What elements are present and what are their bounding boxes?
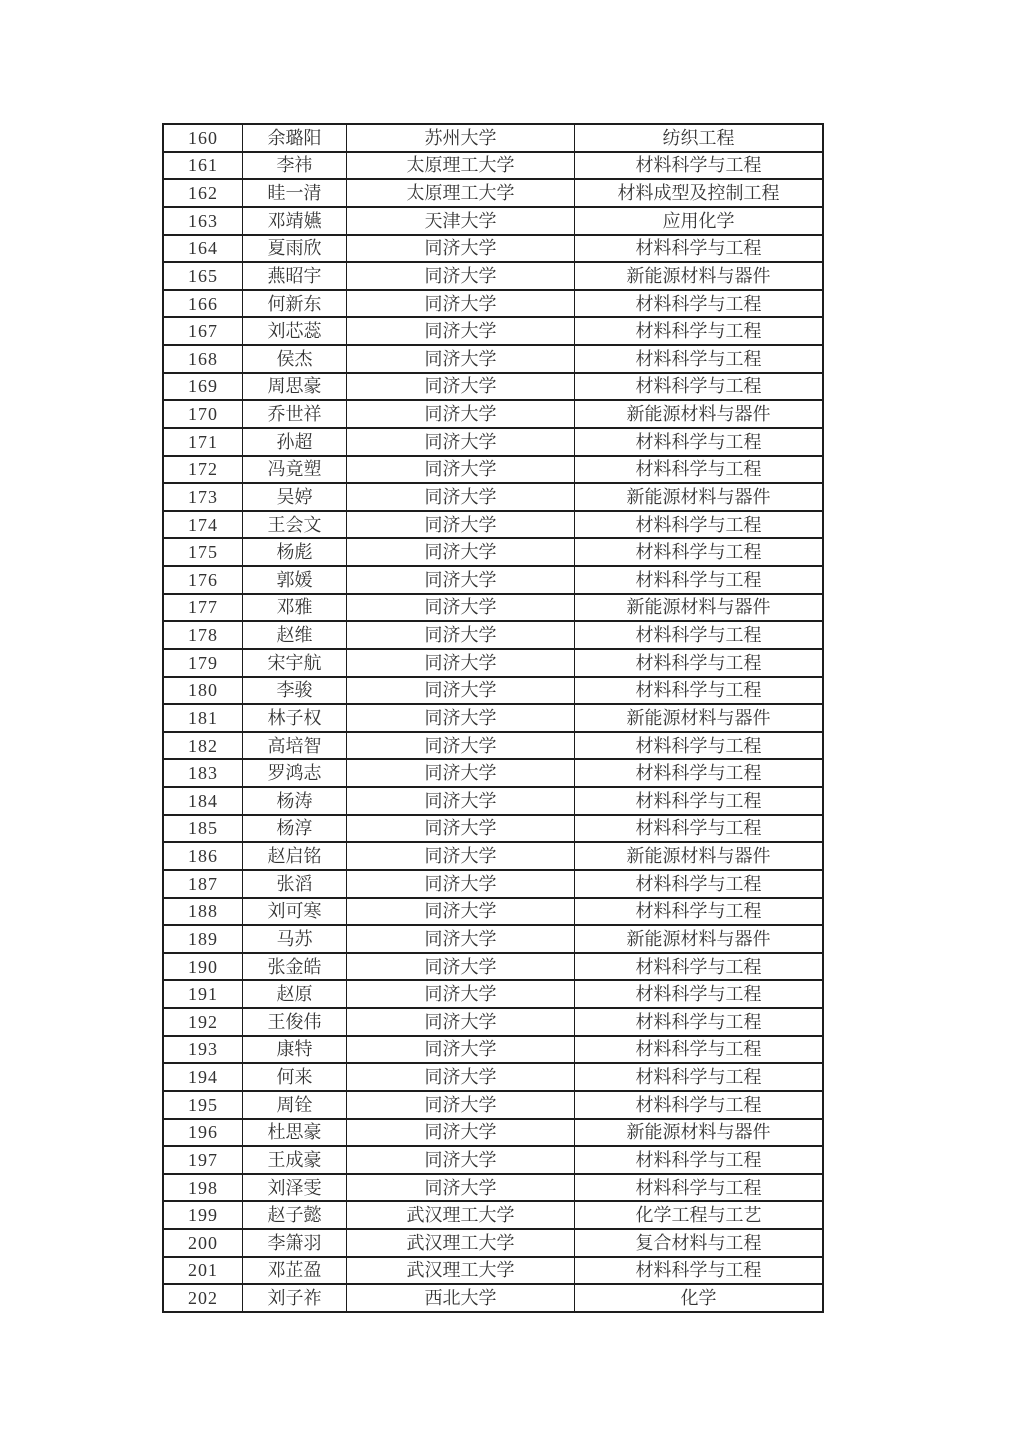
cell-name: 刘可寒	[243, 898, 347, 926]
cell-name: 林子权	[243, 704, 347, 732]
cell-university: 武汉理工大学	[347, 1257, 575, 1285]
cell-number: 193	[163, 1036, 243, 1064]
cell-university: 同济大学	[347, 925, 575, 953]
table-row	[163, 677, 823, 705]
table-row	[163, 594, 823, 622]
cell-major: 材料科学与工程	[575, 980, 824, 1008]
cell-name: 宋宇航	[243, 649, 347, 677]
cell-number: 174	[163, 511, 243, 539]
cell-university: 太原理工大学	[347, 152, 575, 180]
cell-major: 材料科学与工程	[575, 566, 824, 594]
cell-number: 194	[163, 1063, 243, 1091]
cell-university: 苏州大学	[347, 124, 575, 152]
cell-major: 材料科学与工程	[575, 898, 824, 926]
cell-major: 材料科学与工程	[575, 759, 824, 787]
table-row	[163, 456, 823, 484]
cell-major: 材料科学与工程	[575, 1063, 824, 1091]
cell-university: 同济大学	[347, 317, 575, 345]
cell-major: 材料科学与工程	[575, 428, 824, 456]
table-row	[163, 400, 823, 428]
cell-university: 同济大学	[347, 759, 575, 787]
cell-name: 何来	[243, 1063, 347, 1091]
cell-name: 燕昭宇	[243, 262, 347, 290]
cell-name: 刘子祚	[243, 1284, 347, 1312]
cell-university: 同济大学	[347, 621, 575, 649]
cell-name: 杨彪	[243, 538, 347, 566]
cell-number: 198	[163, 1174, 243, 1202]
cell-major: 材料科学与工程	[575, 1174, 824, 1202]
cell-number: 187	[163, 870, 243, 898]
cell-university: 同济大学	[347, 1146, 575, 1174]
cell-number: 179	[163, 649, 243, 677]
cell-major: 材料科学与工程	[575, 1091, 824, 1119]
cell-name: 侯杰	[243, 345, 347, 373]
table-row	[163, 1036, 823, 1064]
table-row	[163, 898, 823, 926]
cell-university: 同济大学	[347, 428, 575, 456]
cell-name: 赵子懿	[243, 1201, 347, 1229]
cell-major: 新能源材料与器件	[575, 483, 824, 511]
cell-number: 160	[163, 124, 243, 152]
cell-university: 同济大学	[347, 594, 575, 622]
cell-major: 纺织工程	[575, 124, 824, 152]
table-row	[163, 759, 823, 787]
cell-number: 177	[163, 594, 243, 622]
cell-university: 同济大学	[347, 898, 575, 926]
cell-number: 192	[163, 1008, 243, 1036]
cell-name: 夏雨欣	[243, 235, 347, 263]
cell-name: 周思豪	[243, 373, 347, 401]
cell-name: 张滔	[243, 870, 347, 898]
cell-name: 罗鸿志	[243, 759, 347, 787]
cell-university: 太原理工大学	[347, 179, 575, 207]
cell-university: 武汉理工大学	[347, 1201, 575, 1229]
cell-university: 同济大学	[347, 842, 575, 870]
cell-name: 周铨	[243, 1091, 347, 1119]
cell-university: 同济大学	[347, 290, 575, 318]
cell-major: 化学	[575, 1284, 824, 1312]
table-row	[163, 815, 823, 843]
cell-major: 材料科学与工程	[575, 511, 824, 539]
table-row	[163, 207, 823, 235]
cell-major: 新能源材料与器件	[575, 1119, 824, 1147]
cell-number: 183	[163, 759, 243, 787]
cell-name: 高培智	[243, 732, 347, 760]
cell-university: 同济大学	[347, 538, 575, 566]
cell-number: 161	[163, 152, 243, 180]
cell-major: 材料科学与工程	[575, 732, 824, 760]
cell-number: 181	[163, 704, 243, 732]
cell-number: 195	[163, 1091, 243, 1119]
cell-number: 172	[163, 456, 243, 484]
cell-major: 材料科学与工程	[575, 1008, 824, 1036]
cell-name: 邓雅	[243, 594, 347, 622]
cell-university: 同济大学	[347, 345, 575, 373]
cell-name: 张金皓	[243, 953, 347, 981]
cell-number: 189	[163, 925, 243, 953]
cell-name: 冯竟塑	[243, 456, 347, 484]
cell-number: 165	[163, 262, 243, 290]
cell-number: 173	[163, 483, 243, 511]
cell-university: 同济大学	[347, 980, 575, 1008]
cell-university: 同济大学	[347, 1091, 575, 1119]
cell-name: 王俊伟	[243, 1008, 347, 1036]
table-row	[163, 1257, 823, 1285]
student-table-body	[163, 124, 823, 1312]
cell-university: 天津大学	[347, 207, 575, 235]
cell-number: 168	[163, 345, 243, 373]
table-row	[163, 428, 823, 456]
cell-major: 材料科学与工程	[575, 621, 824, 649]
cell-university: 同济大学	[347, 953, 575, 981]
table-row	[163, 1284, 823, 1312]
cell-university: 同济大学	[347, 1119, 575, 1147]
cell-name: 王成豪	[243, 1146, 347, 1174]
cell-major: 新能源材料与器件	[575, 704, 824, 732]
cell-university: 西北大学	[347, 1284, 575, 1312]
cell-number: 190	[163, 953, 243, 981]
cell-number: 166	[163, 290, 243, 318]
cell-number: 178	[163, 621, 243, 649]
cell-name: 刘泽雯	[243, 1174, 347, 1202]
table-row	[163, 704, 823, 732]
cell-number: 199	[163, 1201, 243, 1229]
cell-major: 材料科学与工程	[575, 456, 824, 484]
cell-university: 同济大学	[347, 511, 575, 539]
cell-number: 176	[163, 566, 243, 594]
cell-major: 新能源材料与器件	[575, 400, 824, 428]
cell-university: 同济大学	[347, 1063, 575, 1091]
cell-name: 邓芷盈	[243, 1257, 347, 1285]
table-row	[163, 262, 823, 290]
cell-university: 同济大学	[347, 704, 575, 732]
table-row	[163, 566, 823, 594]
cell-number: 200	[163, 1229, 243, 1257]
cell-major: 新能源材料与器件	[575, 925, 824, 953]
table-row	[163, 1008, 823, 1036]
cell-university: 同济大学	[347, 566, 575, 594]
cell-major: 新能源材料与器件	[575, 842, 824, 870]
cell-name: 吴婷	[243, 483, 347, 511]
cell-university: 同济大学	[347, 649, 575, 677]
cell-university: 同济大学	[347, 815, 575, 843]
cell-major: 材料科学与工程	[575, 649, 824, 677]
cell-number: 182	[163, 732, 243, 760]
cell-university: 武汉理工大学	[347, 1229, 575, 1257]
cell-name: 余璐阳	[243, 124, 347, 152]
cell-major: 材料科学与工程	[575, 1036, 824, 1064]
table-row	[163, 152, 823, 180]
cell-name: 李骏	[243, 677, 347, 705]
cell-number: 184	[163, 787, 243, 815]
cell-major: 材料科学与工程	[575, 373, 824, 401]
cell-name: 郭媛	[243, 566, 347, 594]
cell-major: 材料科学与工程	[575, 953, 824, 981]
student-table	[162, 123, 824, 1313]
table-row	[163, 925, 823, 953]
cell-name: 乔世祥	[243, 400, 347, 428]
cell-name: 杨淳	[243, 815, 347, 843]
table-row	[163, 179, 823, 207]
cell-name: 赵启铭	[243, 842, 347, 870]
table-row	[163, 732, 823, 760]
cell-number: 196	[163, 1119, 243, 1147]
cell-name: 眭一清	[243, 179, 347, 207]
cell-university: 同济大学	[347, 787, 575, 815]
cell-major: 新能源材料与器件	[575, 262, 824, 290]
table-row	[163, 1174, 823, 1202]
cell-university: 同济大学	[347, 235, 575, 263]
cell-number: 185	[163, 815, 243, 843]
cell-major: 材料科学与工程	[575, 290, 824, 318]
cell-major: 材料科学与工程	[575, 152, 824, 180]
cell-university: 同济大学	[347, 677, 575, 705]
cell-university: 同济大学	[347, 870, 575, 898]
cell-university: 同济大学	[347, 400, 575, 428]
cell-major: 材料科学与工程	[575, 815, 824, 843]
cell-number: 171	[163, 428, 243, 456]
cell-name: 马苏	[243, 925, 347, 953]
cell-university: 同济大学	[347, 456, 575, 484]
table-row	[163, 1091, 823, 1119]
cell-university: 同济大学	[347, 732, 575, 760]
cell-number: 188	[163, 898, 243, 926]
table-row	[163, 1063, 823, 1091]
cell-university: 同济大学	[347, 262, 575, 290]
table-row	[163, 1146, 823, 1174]
cell-major: 材料科学与工程	[575, 870, 824, 898]
cell-number: 197	[163, 1146, 243, 1174]
cell-major: 材料科学与工程	[575, 787, 824, 815]
table-row	[163, 842, 823, 870]
cell-number: 170	[163, 400, 243, 428]
cell-major: 材料科学与工程	[575, 345, 824, 373]
cell-major: 材料科学与工程	[575, 1257, 824, 1285]
cell-number: 186	[163, 842, 243, 870]
cell-major: 应用化学	[575, 207, 824, 235]
cell-name: 康特	[243, 1036, 347, 1064]
cell-number: 162	[163, 179, 243, 207]
cell-number: 175	[163, 538, 243, 566]
cell-major: 材料科学与工程	[575, 677, 824, 705]
cell-number: 163	[163, 207, 243, 235]
cell-name: 赵原	[243, 980, 347, 1008]
cell-number: 164	[163, 235, 243, 263]
cell-university: 同济大学	[347, 483, 575, 511]
table-row	[163, 290, 823, 318]
cell-name: 杨涛	[243, 787, 347, 815]
cell-number: 201	[163, 1257, 243, 1285]
table-row	[163, 953, 823, 981]
cell-number: 169	[163, 373, 243, 401]
table-row	[163, 980, 823, 1008]
cell-major: 新能源材料与器件	[575, 594, 824, 622]
table-row	[163, 345, 823, 373]
cell-number: 191	[163, 980, 243, 1008]
table-row	[163, 235, 823, 263]
cell-name: 孙超	[243, 428, 347, 456]
cell-major: 材料科学与工程	[575, 235, 824, 263]
cell-university: 同济大学	[347, 373, 575, 401]
table-row	[163, 1201, 823, 1229]
cell-number: 180	[163, 677, 243, 705]
cell-name: 何新东	[243, 290, 347, 318]
cell-university: 同济大学	[347, 1036, 575, 1064]
cell-university: 同济大学	[347, 1008, 575, 1036]
table-row	[163, 621, 823, 649]
cell-name: 杜思豪	[243, 1119, 347, 1147]
cell-major: 材料科学与工程	[575, 538, 824, 566]
cell-major: 化学工程与工艺	[575, 1201, 824, 1229]
table-row	[163, 870, 823, 898]
table-row	[163, 1119, 823, 1147]
table-row	[163, 787, 823, 815]
table-row	[163, 124, 823, 152]
cell-major: 材料科学与工程	[575, 317, 824, 345]
table-row	[163, 317, 823, 345]
cell-name: 赵维	[243, 621, 347, 649]
cell-major: 复合材料与工程	[575, 1229, 824, 1257]
cell-name: 邓靖嬿	[243, 207, 347, 235]
cell-name: 李祎	[243, 152, 347, 180]
table-row	[163, 511, 823, 539]
cell-major: 材料成型及控制工程	[575, 179, 824, 207]
table-row	[163, 1229, 823, 1257]
cell-number: 202	[163, 1284, 243, 1312]
table-row	[163, 483, 823, 511]
cell-major: 材料科学与工程	[575, 1146, 824, 1174]
table-row	[163, 538, 823, 566]
cell-university: 同济大学	[347, 1174, 575, 1202]
cell-name: 刘芯蕊	[243, 317, 347, 345]
table-row	[163, 373, 823, 401]
cell-name: 王会文	[243, 511, 347, 539]
table-row	[163, 649, 823, 677]
cell-number: 167	[163, 317, 243, 345]
cell-name: 李箫羽	[243, 1229, 347, 1257]
